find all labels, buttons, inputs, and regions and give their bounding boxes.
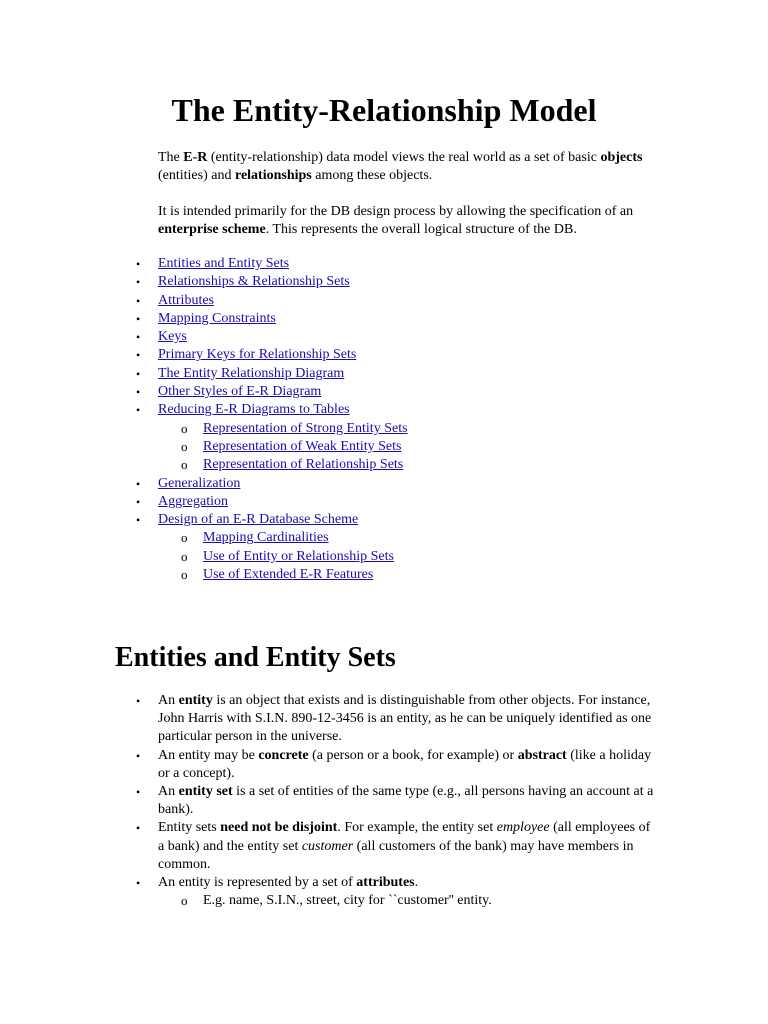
bullet-item bbox=[158, 747, 658, 783]
section-heading: Entities and Entity Sets bbox=[115, 642, 396, 673]
text: (like a holiday or a concept). bbox=[158, 747, 652, 781]
toc-link-use-entity-or-relationship[interactable]: Use of Entity or Relationship Sets bbox=[203, 548, 394, 564]
toc-link-generalization[interactable]: Generalization bbox=[158, 475, 241, 491]
toc-link-mapping-cardinalities[interactable]: Mapping Cardinalities bbox=[203, 530, 329, 546]
intro-paragraph-2 bbox=[158, 203, 658, 239]
bullet-item bbox=[158, 874, 658, 910]
intro-paragraph-1 bbox=[158, 149, 658, 185]
toc-subitem bbox=[203, 456, 678, 474]
toc-link-strong-entity[interactable]: Representation of Strong Entity Sets bbox=[203, 420, 408, 436]
toc-subitem bbox=[203, 548, 678, 566]
text: . bbox=[414, 875, 419, 891]
section-bullets bbox=[158, 692, 658, 910]
bullet-item bbox=[158, 819, 658, 874]
toc-item bbox=[158, 511, 678, 584]
toc-item bbox=[158, 310, 678, 328]
toc-link-attributes[interactable]: Attributes bbox=[158, 292, 214, 308]
bold-term: relationships bbox=[234, 168, 312, 183]
bullet-subitem: o E.g. name, S.I.N., street, city for ``customer'' entity. bbox=[203, 892, 658, 910]
bold-term: enterprise scheme bbox=[158, 222, 266, 237]
toc-link-other-styles[interactable]: Other Styles of E-R Diagram bbox=[158, 384, 322, 400]
text: is an object that exists and is distinguishable from other objects. For instance, John Harris with S.I.N. 890-12-3456 is an entity, as he can be uniquely identified as one particular person in the universe. bbox=[158, 693, 652, 745]
toc-item bbox=[158, 255, 678, 273]
bullet-sublist bbox=[203, 892, 658, 910]
toc-subitem bbox=[203, 529, 678, 547]
bullet-item bbox=[158, 783, 658, 819]
toc-item bbox=[158, 292, 678, 310]
table-of-contents bbox=[158, 255, 678, 584]
text: (entities) and bbox=[158, 168, 235, 183]
intro bbox=[158, 149, 658, 239]
toc-link-relationships[interactable]: Relationships & Relationship Sets bbox=[158, 274, 350, 290]
toc-item bbox=[158, 273, 678, 291]
toc-item bbox=[158, 493, 678, 511]
toc-link-weak-entity[interactable]: Representation of Weak Entity Sets bbox=[203, 438, 402, 454]
bold-term: attributes bbox=[356, 875, 415, 891]
toc-item bbox=[158, 328, 678, 346]
toc-sublist bbox=[203, 529, 678, 584]
toc-subitem bbox=[203, 420, 678, 438]
toc-item bbox=[158, 346, 678, 364]
bold-term: entity bbox=[178, 693, 213, 708]
toc-item bbox=[158, 383, 678, 401]
toc-link-relationship-sets-rep[interactable]: Representation of Relationship Sets bbox=[203, 457, 404, 473]
toc-sublist bbox=[203, 420, 678, 475]
bold-term: need not be disjoint bbox=[220, 820, 338, 836]
bold-term: objects bbox=[600, 150, 643, 165]
text: It is intended primarily for the DB design process by allowing the specification of an bbox=[158, 204, 634, 219]
bold-term: abstract bbox=[517, 747, 567, 763]
text: An bbox=[158, 693, 179, 708]
text: (a person or a book, for example) or bbox=[308, 747, 518, 763]
bold-term: concrete bbox=[258, 747, 309, 763]
bold-term: entity set bbox=[178, 784, 233, 800]
text: Entity sets bbox=[158, 820, 221, 836]
toc-link-extended-er[interactable]: Use of Extended E-R Features bbox=[203, 567, 374, 583]
text: An bbox=[158, 784, 179, 800]
toc-link-er-diagram[interactable]: The Entity Relationship Diagram bbox=[158, 365, 345, 381]
text: (all customers of the bank) may have members in common. bbox=[158, 838, 634, 872]
bold-term: E-R bbox=[183, 150, 208, 165]
toc-subitem bbox=[203, 566, 678, 584]
italic-term: employee bbox=[496, 820, 550, 836]
toc-item bbox=[158, 365, 678, 383]
text: The bbox=[158, 150, 184, 165]
toc-list bbox=[158, 255, 678, 584]
toc-link-mapping-constraints[interactable]: Mapping Constraints bbox=[158, 310, 276, 326]
toc-item bbox=[158, 475, 678, 493]
toc-subitem bbox=[203, 438, 678, 456]
toc-link-aggregation[interactable]: Aggregation bbox=[158, 493, 228, 509]
text: An entity is represented by a set of bbox=[158, 875, 357, 891]
text: . This represents the overall logical structure of the DB. bbox=[265, 222, 577, 237]
text: among these objects. bbox=[311, 168, 433, 183]
toc-link-entities[interactable]: Entities and Entity Sets bbox=[158, 256, 290, 271]
text: . For example, the entity set bbox=[337, 820, 497, 836]
toc-item bbox=[158, 401, 678, 474]
text: An entity may be bbox=[158, 747, 259, 763]
page-title: The Entity-Relationship Model bbox=[171, 92, 597, 128]
text: (all employees of a bank) and the entity set bbox=[158, 820, 651, 854]
toc-link-primary-keys[interactable]: Primary Keys for Relationship Sets bbox=[158, 347, 357, 363]
toc-link-design[interactable]: Design of an E-R Database Scheme bbox=[158, 512, 359, 528]
text: is a set of entities of the same type (e.g., all persons having an account at a bank). bbox=[158, 784, 654, 818]
italic-term: customer bbox=[301, 838, 354, 854]
text: (entity-relationship) data model views the real world as a set of basic bbox=[207, 150, 601, 165]
toc-link-reducing[interactable]: Reducing E-R Diagrams to Tables bbox=[158, 402, 350, 418]
bullet-item bbox=[158, 692, 658, 747]
toc-link-keys[interactable]: Keys bbox=[158, 329, 187, 345]
